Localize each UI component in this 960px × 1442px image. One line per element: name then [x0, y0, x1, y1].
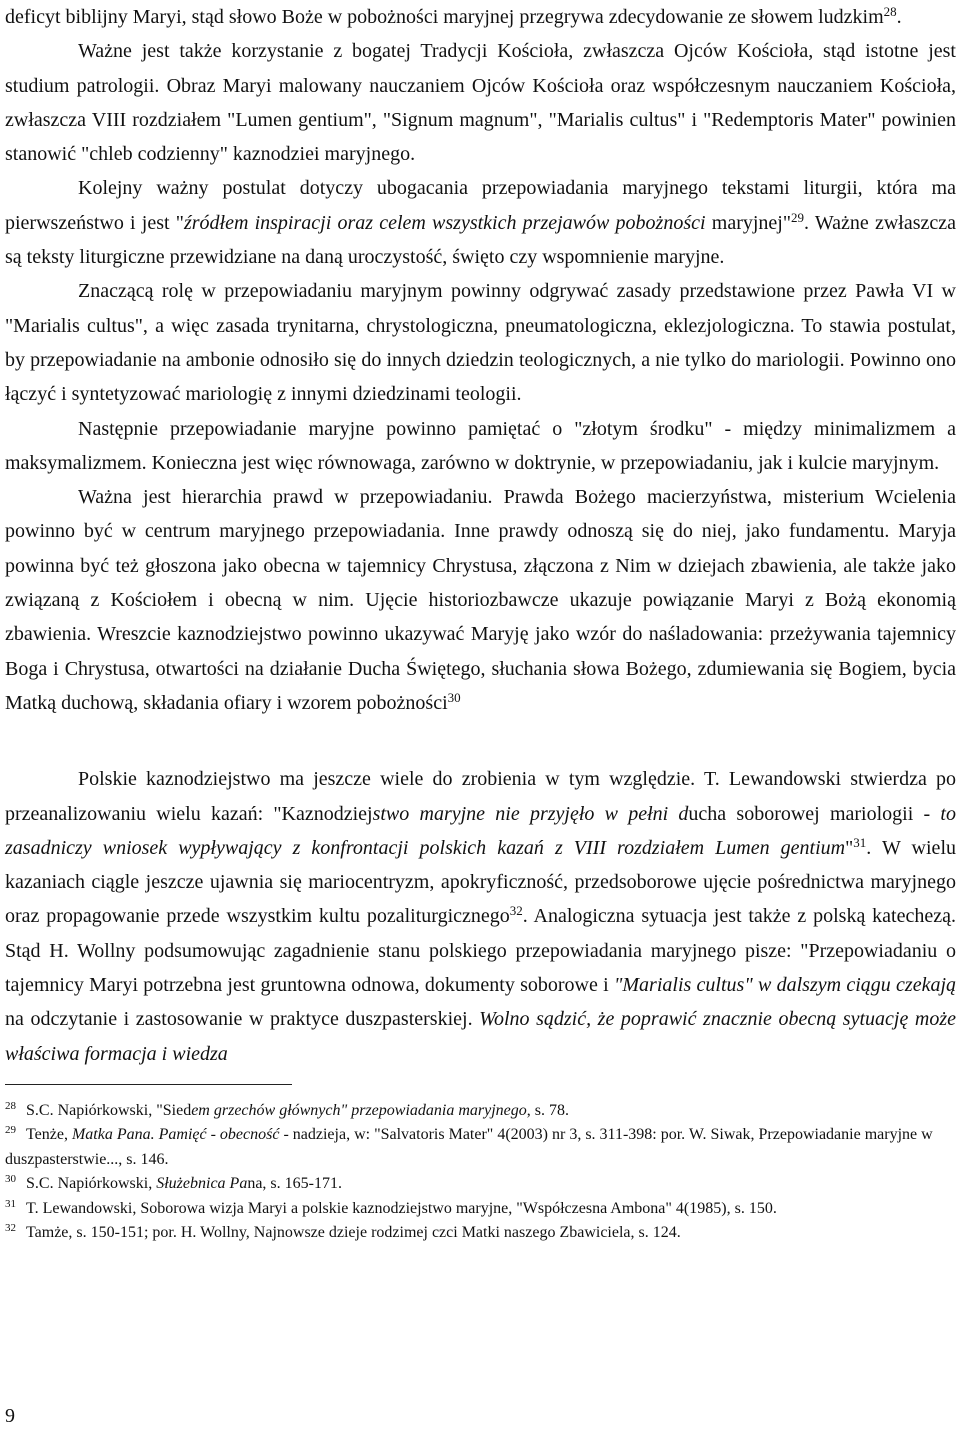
text-run: Znaczącą rolę w przepowiadaniu maryjnym powinny odgrywać zasady przedstawione przez Pawła VI w "Marialis cultus", a więc zasada trynitarna, chrystologiczna, pneumatologiczna, eklezjologiczna. To stawia postulat, by przepowiadanie na ambonie odnosiło się do innych dziedzin teologicznych, a nie tylko do mariologii. Powinno ono łączyć i syntetyzować mariologię z innymi dziedzinami teologii.	[5, 280, 956, 406]
italic-text: źródłem inspiracji oraz celem wszystkich przejawów pobożności	[183, 211, 706, 234]
text-run: .	[896, 6, 902, 28]
paragraph	[5, 762, 956, 1071]
italic-text: Wolno sądzić, że poprawić znacznie obecną sytuację może właściwa formacja i wiedza	[5, 1008, 957, 1065]
italic-text: em grzechów głównych" przepowiadania maryjnego	[191, 1101, 527, 1119]
text-run: Ważne jest także korzystanie z bogatej Tradycji Kościoła, zwłaszcza Ojców Kościoła, stąd istotne jest studium patrologii. Obraz Maryi malowany nauczaniem Ojców Kościoła oraz współczesnym nauczaniem Kościoła, zwłaszcza VIII rozdziałem "Lumen gentium", "Signum magnum", "Marialis cultus" i "Redemptoris Mater" powinien stanowić "chleb codzienny" kaznodziei maryjnego.	[5, 40, 956, 166]
body-text	[5, 0, 956, 1071]
italic-text: Matka Pana. Pamięć - obecność	[71, 1126, 280, 1144]
footnote-separator	[5, 1084, 292, 1085]
paragraph	[5, 0, 956, 34]
paragraph	[5, 480, 956, 720]
paragraph	[5, 412, 956, 481]
footnotes	[5, 1099, 956, 1245]
text-run: Następnie przepowiadanie maryjne powinno pamiętać o "złotym środku" - między minimalizmem a maksymalizmem. Konieczna jest więc równowaga, zarówno w doktrynie, w przepowiadaniu, jak i kulcie maryjnym.	[5, 417, 956, 474]
text-run: . Ważne zwłaszcza są teksty liturgiczne przewidziane na daną uroczystość, święto czy wspomnienie maryjne.	[5, 211, 956, 269]
paragraph-gap	[5, 720, 956, 762]
footnote: $^{28}$ S.C. Napiórkowski, "Siedem grzechów głównych" przepowiadania maryjnego, s. 78.	[5, 1099, 570, 1119]
text-run: Ważna jest hierarchia prawd w przepowiadaniu. Prawda Bożego macierzyństwa, misterium Wcielenia powinno być w centrum maryjnego przepowiadania. Inne prawdy odnoszą się do niej, jako fundamentu. Maryja powinna być też głoszona jako obecna w tajemnicy Chrystusa, złączona z Nim w dziejach zbawienia, ale także jako związaną z Kościołem i obecną w nim. Ujęcie historiozbawcze ukazuje powiązanie Maryi z Bożą ekonomią zbawienia. Wreszcie kaznodziejstwo powinno ukazywać Maryję jako wzór do naśladowania: przeżywania tajemnicy Boga i Chrystusa, otwartości na działanie Ducha Świętego, słuchania słowa Bożego, zdumiewania się Bogiem, bycia Matką duchową, składania ofiary i wzorem pobożności	[5, 486, 956, 714]
footnote-ref: 29	[791, 209, 805, 225]
footnote: $^{29}$ Tenże, Matka Pana. Pamięć - obecność - nadzieja, w: "Salvatoris Mater" 4(2003) nr 3, s. 311-398: por. W. Siwak, Przepowiadanie maryjne w duszpasterstwie..., s. 146.	[5, 1124, 933, 1168]
italic-text: stwo maryjne nie przyjęło w pełni d	[372, 802, 689, 825]
text-run: . Analogiczna sytuacja jest także z polską katechezą. Stąd H. Wollny podsumowując zagadnienie stanu polskiego przepowiadania maryjnego pisze: "Przepowiadaniu o tajemnicy Maryi potrzebna jest gruntowna odnowa, dokumenty soborowe i	[5, 905, 956, 997]
footnote-ref: 32	[509, 903, 523, 919]
text-run: na odczytanie i zastosowanie w praktyce duszpasterskiej.	[5, 1008, 480, 1031]
text-run: Tenże,	[26, 1126, 72, 1144]
text-run: , s. 78.	[526, 1101, 570, 1119]
text-run: deficyt biblijny Maryi, stąd słowo Boże w pobożności maryjnej przegrywa zdecydowanie ze słowem ludzkim	[5, 6, 884, 28]
paragraph	[5, 171, 956, 274]
italic-text: to zasadniczy wniosek wypływający z konfrontacji polskich kazań z VIII rozdziałem Lumen gentium	[5, 802, 956, 859]
text-run: na, s. 165-171.	[247, 1175, 342, 1193]
paragraph	[5, 274, 956, 411]
text-run: "	[845, 836, 854, 859]
footnote: $^{31}$ T. Lewandowski, Soborowa wizja Maryi a polskie kaznodziejstwo maryjne, "Współczesna Ambona" 4(1985), s. 150.	[5, 1197, 777, 1217]
text-run: Kolejny ważny postulat dotyczy ubogacania przepowiadania maryjnego tekstami liturgii, która ma pierwszeństwo i jest "	[5, 177, 956, 234]
footnote: $^{30}$ S.C. Napiórkowski, Służebnica Pana, s. 165-171.	[5, 1173, 342, 1193]
italic-text: "Marialis cultus" w dalszym ciągu czekają	[613, 974, 957, 997]
text-run: S.C. Napiórkowski, "Sied	[26, 1101, 192, 1119]
italic-text: Służebnica Pa	[156, 1175, 248, 1193]
text-run: ucha soborowej mariologii -	[688, 802, 941, 825]
text-run: Tamże, s. 150-151; por. H. Wollny, Najnowsze dzieje rodzimej czci Matki naszego Zbawiciela, s. 124.	[26, 1223, 681, 1241]
footnote-ref: 31	[853, 834, 867, 850]
footnote-ref: 28	[883, 4, 897, 19]
paragraph	[5, 34, 956, 171]
text-run: - nadzieja, w: "Salvatoris Mater" 4(2003) nr 3, s. 311-398: por. W. Siwak, Przepowiadanie maryjne w duszpasterstwie..., s. 146.	[5, 1126, 933, 1168]
footnote-ref: 30	[447, 689, 461, 705]
text-run: . W wielu kazaniach ciągle jeszcze ujawnia się mariocentryzm, apokryficzność, przedsoborowe ujęcie pośrednictwa maryjnego oraz propagowanie przede wszystkim kultu pozaliturgicznego	[5, 836, 956, 928]
text-run: Polskie kaznodziejstwo ma jeszcze wiele do zrobienia w tym względzie. T. Lewandowski stwierdza po przeanalizowaniu wielu kazań: "Kaznodziej	[5, 768, 956, 825]
text-run: maryjnej"	[705, 211, 792, 234]
page-number: 9	[5, 1405, 15, 1427]
footnote: $^{32}$ Tamże, s. 150-151; por. H. Wollny, Najnowsze dzieje rodzimej czci Matki naszego Zbawiciela, s. 124.	[5, 1221, 681, 1241]
text-run: T. Lewandowski, Soborowa wizja Maryi a polskie kaznodziejstwo maryjne, "Współczesna Ambona" 4(1985), s. 150.	[26, 1199, 777, 1217]
text-run: S.C. Napiórkowski,	[26, 1175, 157, 1193]
